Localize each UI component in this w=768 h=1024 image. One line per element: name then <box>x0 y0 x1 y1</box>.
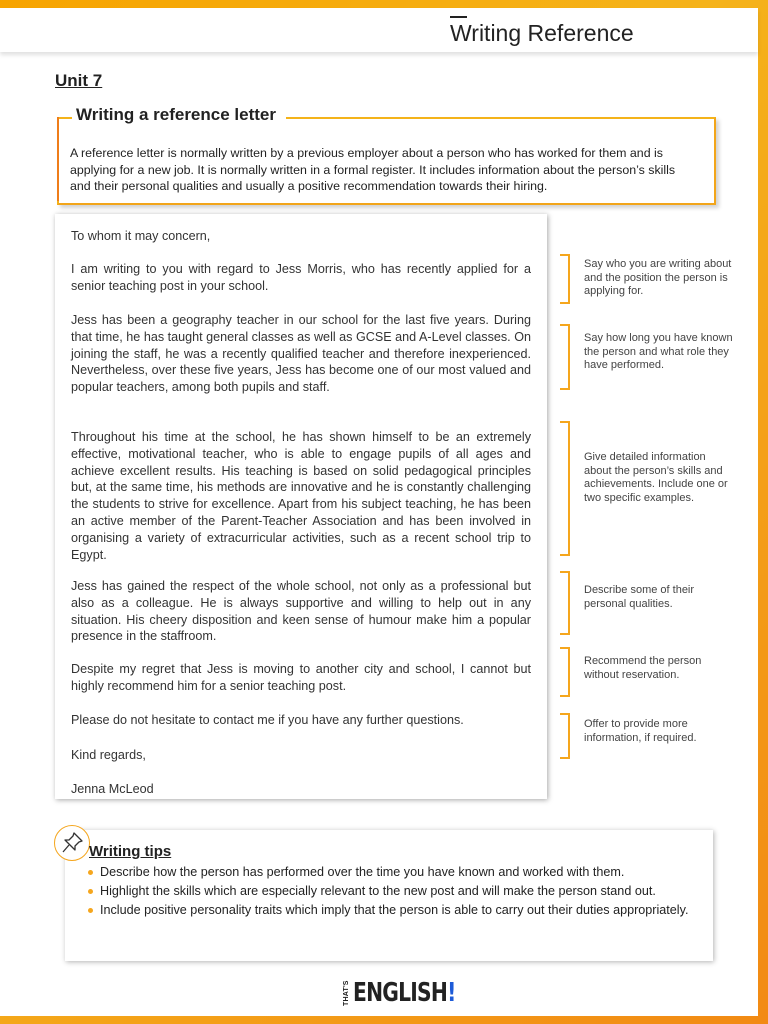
pushpin-icon-graphic <box>55 826 89 860</box>
margin-note-2: Say how long you have known the person and what role they have performed. <box>584 332 733 372</box>
tip-item: Highlight the skills which are especially relevant to the new post and will make the person stand out. <box>88 883 698 899</box>
letter-paragraph-6: Please do not hesitate to contact me if you have any further questions. <box>71 713 464 727</box>
tip-item: Include positive personality traits which imply that the person is able to carry out their duties appropriately. <box>88 902 698 918</box>
page-title: Writing Reference <box>450 20 634 46</box>
margin-note-4: Describe some of their personal qualities. <box>584 584 695 610</box>
note-bracket-4 <box>560 571 570 635</box>
letter-paragraph-5: Despite my regret that Jess is moving to another city and school, I cannot but highly recommend him for a senior teaching post. <box>71 662 531 693</box>
header-bar <box>0 8 758 52</box>
logo-exclamation: ! <box>447 978 456 1008</box>
logo-word: ENGLISH <box>353 978 448 1008</box>
note-bracket-3 <box>560 421 570 556</box>
pushpin-icon <box>54 825 90 861</box>
unit-heading: Unit 7 <box>55 71 103 90</box>
tips-title: Writing tips <box>89 843 172 860</box>
letter-paragraph-2: Jess has been a geography teacher in our school for the last five years. During that time, he has taught general classes as well as GCSE and A-Level classes. On joining the staff, he was a recently qualified teacher and therefore inexperienced. Nevertheless, over these five years, Jess has become one of our most valued and popular teachers, among both pupils and staff. <box>71 313 531 395</box>
letter-paragraph-4: Jess has gained the respect of the whole school, not only as a professional but also as a colleague. He is always supportive and willing to help out in any situation. His cheery disposition and keen sense of humour make him a popular presence in the staffroom. <box>71 579 531 644</box>
letter-closing: Kind regards, <box>71 748 146 762</box>
logo-main-text <box>353 978 456 1008</box>
margin-note-3: Give detailed information about the person’s skills and achievements. Include one or two specific examples. <box>584 451 728 504</box>
margin-note-1: Say who you are writing about and the position the person is applying for. <box>584 258 732 298</box>
intro-text: A reference letter is normally written by a previous employer about a person who has worked for them and is applying for a new job. It is normally written in a formal register. It includes information about the person’s skills and their personal qualities and usually a positive recommendation towards their hiring. <box>70 146 676 193</box>
reference-letter <box>55 214 547 799</box>
letter-signature: Jenna McLeod <box>71 782 154 796</box>
logo-small-text: THAT'S <box>343 980 350 1006</box>
margin-note-6: Offer to provide more information, if required. <box>584 718 697 744</box>
note-bracket-6 <box>560 713 570 759</box>
letter-salutation: To whom it may concern, <box>71 229 211 243</box>
tip-item: Describe how the person has performed over the time you have known and worked with them. <box>88 864 698 880</box>
note-bracket-1 <box>560 254 570 304</box>
thats-english-logo <box>343 978 463 1008</box>
intro-title: Writing a reference letter <box>72 105 286 125</box>
letter-paragraph-1: I am writing to you with regard to Jess Morris, who has recently applied for a senior teaching post in your school. <box>71 262 531 293</box>
note-bracket-2 <box>560 324 570 390</box>
tips-list <box>88 864 698 921</box>
letter-paragraph-3: Throughout his time at the school, he has shown himself to be an extremely effective, motivational teacher, who is able to engage pupils of all ages and achieve excellent results. His teaching is based on solid pedagogical principles but, at the same time, his methods are innovative and he is constantly challenging the students to strive for excellence. Apart from his subject teaching, he has been an active member of the Parent-Teacher Association and has been involved in organising a variety of extracurricular activities, such as a recent school trip to Egypt. <box>71 430 531 562</box>
margin-note-5: Recommend the person without reservation. <box>584 655 702 681</box>
note-bracket-5 <box>560 647 570 697</box>
